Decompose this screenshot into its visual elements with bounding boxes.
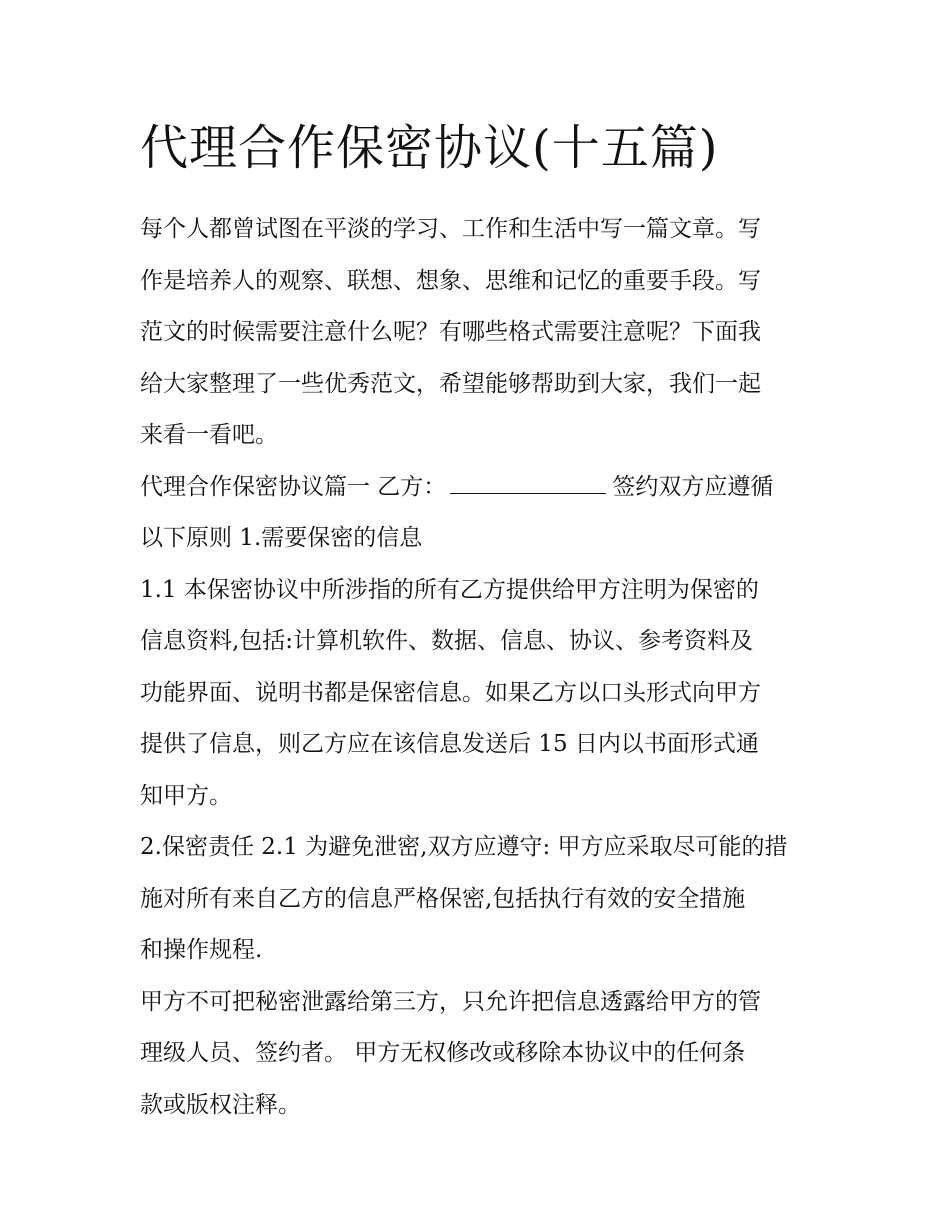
section1-paragraph xyxy=(140,462,820,565)
clause-line: 2.保密责任 2.1 为避免泄密,双方应遵守: 甲方应采取尽可能的措 xyxy=(140,834,788,860)
intro-line: 给大家整理了一些优秀范文，希望能够帮助到大家，我们一起 xyxy=(140,370,761,397)
section1-line1 xyxy=(140,462,820,514)
clause-line: 理级人员、签约者。 甲方无权修改或移除本协议中的任何条 xyxy=(140,1040,746,1066)
clause-line: 1.1 本保密协议中所涉指的所有乙方提供给甲方注明为保密的 xyxy=(140,576,759,603)
document-page xyxy=(140,112,820,1131)
clause-line: 信息资料,包括:计算机软件、数据、信息、协议、参考资料及 xyxy=(140,628,754,654)
section1-line1-tail: 签约双方应遵循 xyxy=(612,473,774,500)
intro-paragraph xyxy=(140,204,820,462)
clause-line: 知甲方。 xyxy=(140,782,232,809)
intro-line: 来看一看吧。 xyxy=(140,422,278,448)
clause-2-paragraph xyxy=(140,822,820,977)
intro-line: 范文的时候需要注意什么呢？有哪些格式需要注意呢？下面我 xyxy=(140,319,761,345)
section1-line2: 以下原则 1.需要保密的信息 xyxy=(140,525,423,551)
intro-line: 每个人都曾试图在平淡的学习、工作和生活中写一篇文章。写 xyxy=(140,216,761,242)
clause-line: 款或版权注释。 xyxy=(140,1091,301,1118)
clause-line: 施对所有来自乙方的信息严格保密,包括执行有效的安全措施 xyxy=(140,885,746,912)
section1-heading-text: 代理合作保密协议篇一 乙方： xyxy=(140,473,447,500)
clause-line: 甲方不可把秘密泄露给第三方，只允许把信息透露给甲方的管 xyxy=(140,988,761,1015)
intro-line: 作是培养人的观察、联想、想象、思维和记忆的重要手段。写 xyxy=(140,267,761,294)
document-title: 代理合作保密协议(十五篇) xyxy=(140,120,719,176)
clause-line: 功能界面、说明书都是保密信息。如果乙方以口头形式向甲方 xyxy=(140,679,761,706)
blank-underline xyxy=(450,473,606,494)
clause-line: 和操作规程. xyxy=(140,937,263,963)
clause-final-paragraph xyxy=(140,977,820,1132)
clause-line: 提供了信息，则乙方应在该信息发送后 15 日内以书面形式通 xyxy=(140,731,759,757)
clause-1-1-paragraph xyxy=(140,565,820,823)
